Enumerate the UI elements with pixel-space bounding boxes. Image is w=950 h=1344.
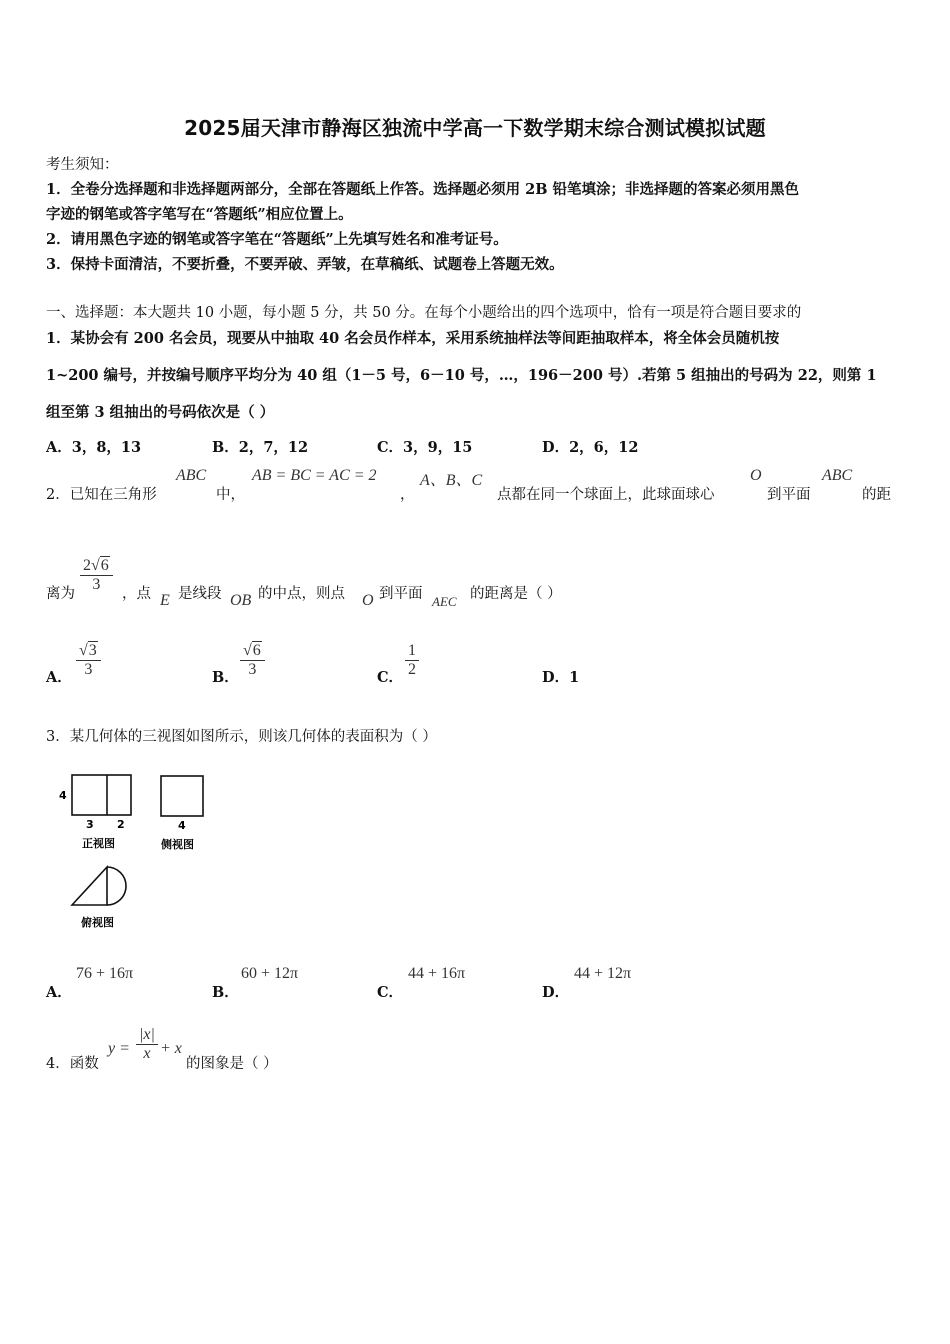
- q2-text-10: 到平面: [379, 586, 423, 602]
- section-heading: 一、选择题：本大题共 10 小题，每小题 5 分，共 50 分。在每个小题给出的四个选项中，恰有一项是符合题目要求的: [46, 305, 802, 321]
- q2-option-a-den: 3: [84, 661, 93, 678]
- front-view-label: 正视图: [82, 837, 115, 850]
- notice-item-1-line-2: 字迹的钢笔或答字笔写在“答题纸”相应位置上。: [46, 206, 353, 223]
- notice-item-1-line-1: 1．全卷分选择题和非选择题两部分，全部在答题纸上作答。选择题必须用 2B 铅笔填涂；非选择题的答案必须用黑色: [46, 181, 800, 198]
- q2-text-5: 的距: [862, 487, 891, 503]
- q2-equation: AB = BC = AC = 2: [252, 467, 377, 484]
- q1-option-a[interactable]: A．3，8，13: [46, 439, 142, 456]
- q2-option-a-radicand: 3: [88, 642, 97, 659]
- dim-height-label: 4: [59, 789, 67, 802]
- q2-option-c[interactable]: C．: [377, 669, 404, 686]
- q2-text-1: 2．已知在三角形: [46, 487, 157, 503]
- q2-frac-radicand: 6: [100, 557, 109, 574]
- q3-option-a[interactable]: A．: [46, 984, 72, 1001]
- q2-option-b-value: √6 3: [240, 642, 265, 679]
- top-view-label: 俯视图: [81, 916, 114, 929]
- q2-point-o: O: [362, 592, 374, 609]
- dim-b-label: 2: [117, 818, 125, 831]
- q4-plus-x: + x: [160, 1040, 182, 1057]
- q1-option-c[interactable]: C．3，9，15: [377, 439, 473, 456]
- q2-points: A、B、C: [420, 472, 483, 489]
- page-title: 2025届天津市静海区独流中学高一下数学期末综合测试模拟试题: [184, 116, 766, 140]
- q3-option-b-expr: 60 + 12π: [241, 965, 299, 982]
- q3-text: 3．某几何体的三视图如图所示，则该几何体的表面积为（ ）: [46, 729, 437, 745]
- q3-option-b[interactable]: B．: [212, 984, 239, 1001]
- q2-distance-fraction: 2√6 3: [80, 557, 113, 594]
- top-view: [72, 867, 126, 929]
- q2-frac-den: 3: [92, 576, 101, 593]
- q4-fraction: [136, 1026, 158, 1063]
- q2-option-b[interactable]: B．: [212, 669, 239, 686]
- q2-text-4: 到平面: [767, 487, 811, 503]
- q2-text-2: 中，: [216, 487, 245, 503]
- side-view: [160, 776, 203, 851]
- q2-plane-abc: ABC: [822, 467, 853, 484]
- q3-option-c[interactable]: C．: [377, 984, 404, 1001]
- dim-side-label: 4: [178, 819, 186, 832]
- q1-option-b[interactable]: B．2，7，12: [212, 439, 309, 456]
- top-view-semicircle: [107, 867, 126, 905]
- q4-text-1: 4．函数: [46, 1056, 99, 1072]
- q3-option-a-expr: 76 + 16π: [76, 965, 134, 982]
- q2-option-c-den: 2: [408, 661, 416, 678]
- q2-option-b-radicand: 6: [252, 642, 261, 659]
- q2-text-9: 的中点，则点: [258, 586, 345, 602]
- q1-line-3: 组至第 3 组抽出的号码依次是（ ）: [46, 404, 275, 421]
- notice-heading: 考生须知：: [46, 157, 119, 173]
- q2-text-6: 离为: [46, 586, 75, 602]
- q4-frac-den: x: [143, 1045, 151, 1062]
- q2-option-b-den: 3: [248, 661, 257, 678]
- q2-triangle-abc: ABC: [176, 467, 207, 484]
- side-view-label: 侧视图: [161, 838, 194, 851]
- q2-option-c-value: [405, 642, 419, 679]
- q1-option-d[interactable]: D．2，6，12: [542, 439, 639, 456]
- q1-line-1: 1．某协会有 200 名会员，现要从中抽取 40 名会员作样本，采用系统抽样法等间距抽取样本，将全体会员随机按: [46, 330, 780, 347]
- q3-option-d-expr: 44 + 12π: [574, 965, 632, 982]
- q4-frac-num: |x|: [139, 1026, 155, 1043]
- top-view-triangle: [72, 867, 107, 905]
- three-view-figure: [50, 765, 220, 940]
- q2-text-3: 点都在同一个球面上，此球面球心: [497, 487, 715, 503]
- q2-option-a[interactable]: A．: [46, 669, 72, 686]
- q2-text-11: 的距离是（ ）: [470, 586, 562, 602]
- q2-plane-aec: AEC: [432, 594, 457, 609]
- q2-frac-coef: 2: [83, 557, 91, 574]
- q3-option-c-expr: 44 + 16π: [408, 965, 466, 982]
- notice-item-2: 2．请用黑色字迹的钢笔或答字笔在“答题纸”上先填写姓名和准考证号。: [46, 231, 508, 248]
- q2-comma: ，: [400, 487, 415, 503]
- front-view: [59, 775, 131, 850]
- q2-text-7: ，点: [122, 586, 151, 602]
- q2-option-d[interactable]: D．1: [542, 669, 580, 686]
- front-view-rect: [72, 775, 131, 815]
- dim-a-label: 3: [86, 818, 94, 831]
- q3-option-d[interactable]: D．: [542, 984, 570, 1001]
- q2-center-o: O: [750, 467, 762, 484]
- q2-point-e: E: [160, 592, 170, 609]
- q2-text-8: 是线段: [178, 586, 222, 602]
- side-view-rect: [161, 776, 203, 816]
- q1-line-2: 1~200 编号，并按编号顺序平均分为 40 组（1－5 号，6－10 号，…，196－200 号）.若第 5 组抽出的号码为 22，则第 1: [46, 367, 877, 384]
- q2-segment-ob: OB: [230, 592, 252, 609]
- q4-text-2: 的图象是（ ）: [186, 1056, 278, 1072]
- q2-option-a-value: √3 3: [76, 642, 101, 679]
- q2-option-c-num: 1: [408, 642, 416, 659]
- q4-y-equals: y =: [108, 1040, 130, 1057]
- notice-item-3: 3．保持卡面清洁，不要折叠，不要弄破、弄皱，在草稿纸、试题卷上答题无效。: [46, 256, 564, 273]
